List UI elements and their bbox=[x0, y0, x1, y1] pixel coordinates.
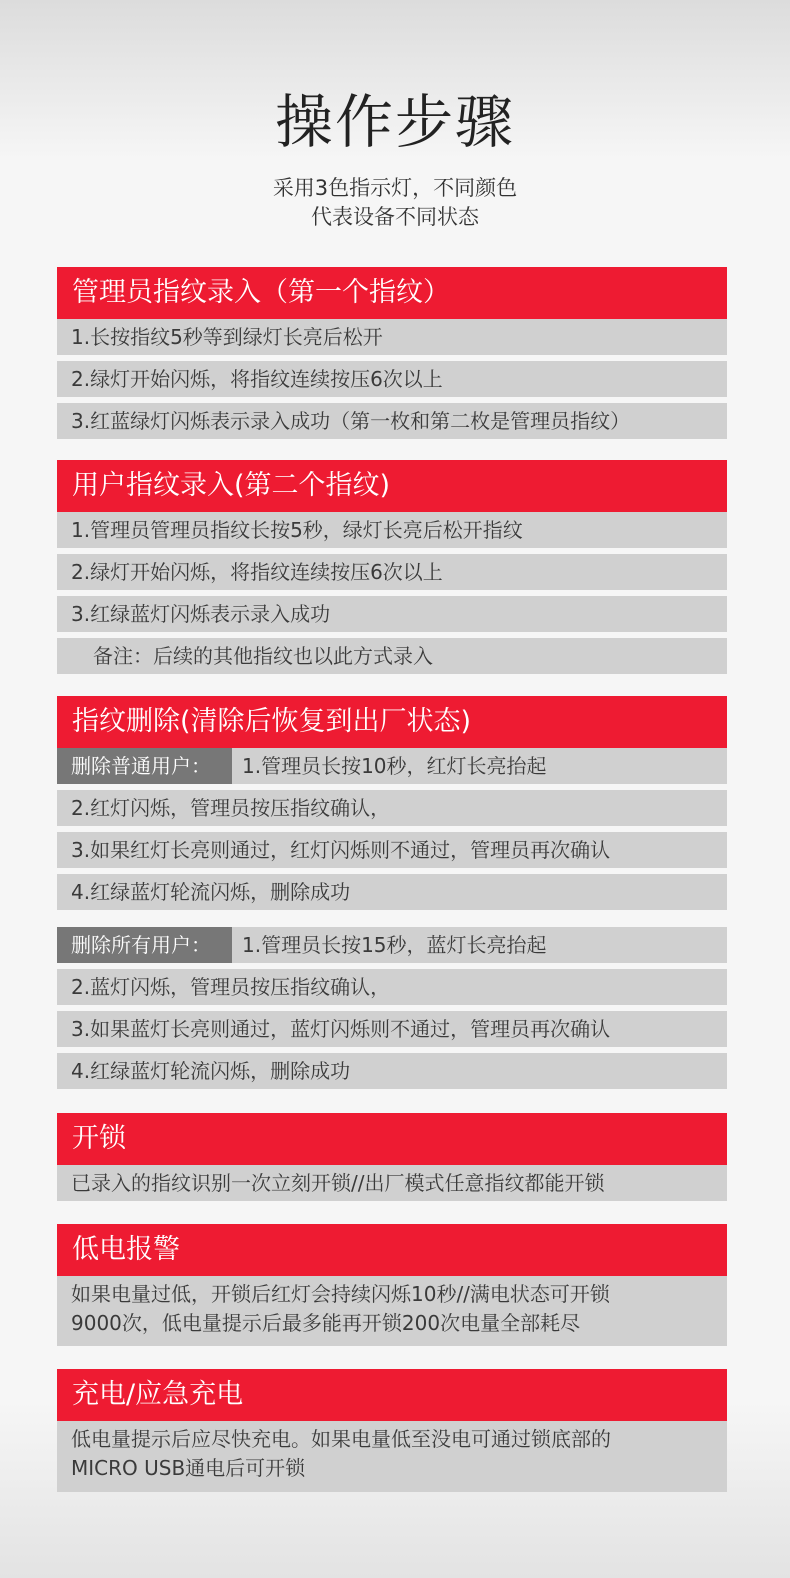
delete-normal-tag: 删除普通用户： bbox=[57, 748, 232, 784]
section-heading-admin: 管理员指纹录入（第一个指纹） bbox=[57, 267, 727, 319]
step-row: 2.蓝灯闪烁，管理员按压指纹确认， bbox=[57, 969, 727, 1005]
section-heading-user: 用户指纹录入(第二个指纹) bbox=[57, 460, 727, 512]
step-text: 1.管理员长按15秒，蓝灯长亮抬起 bbox=[242, 933, 547, 957]
step-text: 1.管理员长按10秒，红灯长亮抬起 bbox=[242, 754, 547, 778]
subtitle-line-1: 采用3色指示灯，不同颜色 bbox=[272, 176, 518, 200]
step-row-tagged bbox=[57, 927, 727, 963]
step-row: 3.如果蓝灯长亮则通过，蓝灯闪烁则不通过，管理员再次确认 bbox=[57, 1011, 727, 1047]
step-row: 1.长按指纹5秒等到绿灯长亮后松开 bbox=[57, 319, 727, 355]
text-line: 如果电量过低，开锁后红灯会持续闪烁10秒//满电状态可开锁 bbox=[71, 1282, 610, 1306]
step-row: 3.红绿蓝灯闪烁表示录入成功 bbox=[57, 596, 727, 632]
note-row: 备注：后续的其他指纹也以此方式录入 bbox=[57, 638, 727, 674]
step-row: 2.绿灯开始闪烁，将指纹连续按压6次以上 bbox=[57, 554, 727, 590]
section-heading-charge: 充电/应急充电 bbox=[57, 1369, 727, 1421]
step-row: 4.红绿蓝灯轮流闪烁，删除成功 bbox=[57, 1053, 727, 1089]
delete-all-tag: 删除所有用户： bbox=[57, 927, 232, 963]
step-row: 1.管理员管理员指纹长按5秒，绿灯长亮后松开指纹 bbox=[57, 512, 727, 548]
page-title: 操作步骤 bbox=[274, 88, 515, 156]
step-row: 2.红灯闪烁，管理员按压指纹确认， bbox=[57, 790, 727, 826]
text-line: 9000次，低电量提示后最多能再开锁200次电量全部耗尽 bbox=[71, 1311, 581, 1335]
text-line: MICRO USB通电后可开锁 bbox=[71, 1456, 306, 1480]
step-row: 3.红蓝绿灯闪烁表示录入成功（第一枚和第二枚是管理员指纹） bbox=[57, 403, 727, 439]
step-row: 3.如果红灯长亮则通过，红灯闪烁则不通过，管理员再次确认 bbox=[57, 832, 727, 868]
text-block bbox=[57, 1276, 727, 1346]
text-block bbox=[57, 1421, 727, 1492]
page-subtitle bbox=[0, 174, 790, 232]
text-line: 低电量提示后应尽快充电。如果电量低至没电可通过锁底部的 bbox=[71, 1427, 611, 1451]
section-heading-delete: 指纹删除(清除后恢复到出厂状态) bbox=[57, 696, 727, 748]
section-heading-low-battery: 低电报警 bbox=[57, 1224, 727, 1276]
step-row: 4.红绿蓝灯轮流闪烁，删除成功 bbox=[57, 874, 727, 910]
step-row-tagged bbox=[57, 748, 727, 784]
section-heading-unlock: 开锁 bbox=[57, 1113, 727, 1165]
step-row: 已录入的指纹识别一次立刻开锁//出厂模式任意指纹都能开锁 bbox=[57, 1165, 727, 1201]
subtitle-line-2: 代表设备不同状态 bbox=[311, 205, 479, 229]
step-row: 2.绿灯开始闪烁，将指纹连续按压6次以上 bbox=[57, 361, 727, 397]
